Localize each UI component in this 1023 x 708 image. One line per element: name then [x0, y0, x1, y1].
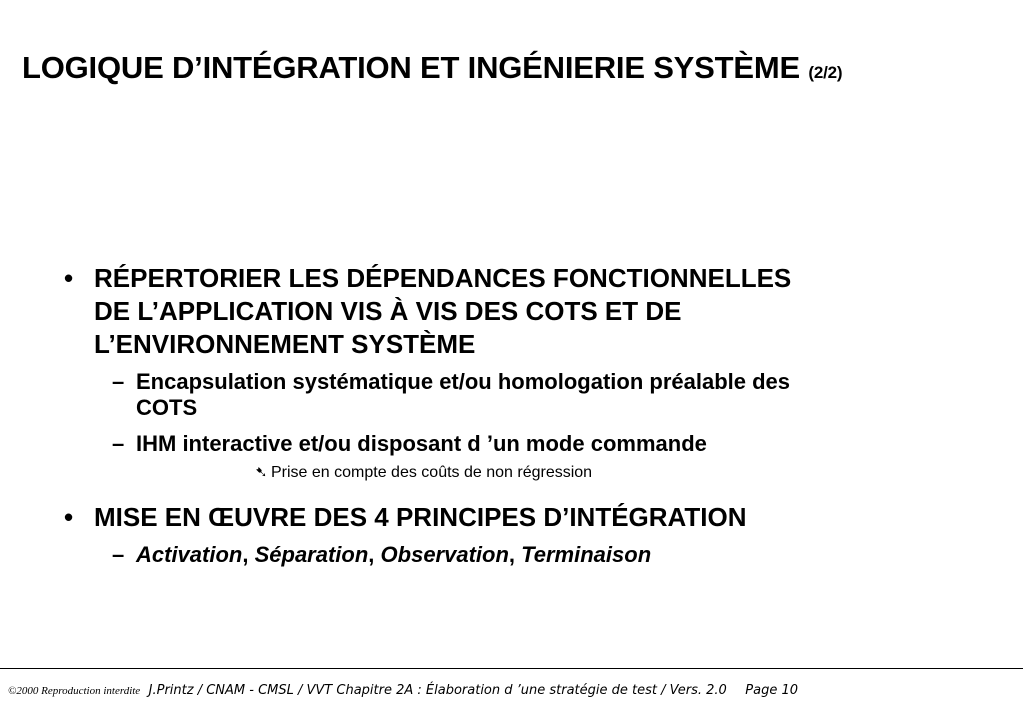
hand-pointing-arrow-icon: ➷	[255, 464, 268, 481]
footer-divider	[0, 668, 1023, 669]
bullet-text-line: RÉPERTORIER LES DÉPENDANCES FONCTIONNELLES	[94, 263, 792, 293]
slide-title-text: LOGIQUE D’INTÉGRATION ET INGÉNIERIE SYSTÈME	[22, 50, 800, 85]
footer-copyright: ©2000 Reproduction interdite	[8, 685, 141, 697]
bullet-item-principles	[58, 501, 978, 534]
subitem-text-line: COTS	[136, 395, 198, 420]
bullet-marker: •	[64, 502, 74, 532]
subitem-ihm	[58, 431, 978, 457]
bullet-item-dependencies	[58, 262, 978, 361]
slide-title-suffix: (2/2)	[808, 63, 843, 82]
bullet-marker: •	[64, 263, 74, 293]
dash-marker: –	[112, 431, 125, 456]
separator: ,	[508, 542, 522, 567]
subitem-text: IHM interactive et/ou disposant d ’un mode commande	[136, 431, 707, 456]
subitem-encapsulation	[58, 369, 978, 421]
subitem-principles-list	[58, 542, 978, 568]
principle-activation: Activation	[136, 542, 243, 567]
principle-terminaison: Terminaison	[521, 542, 652, 567]
principle-observation: Observation	[380, 542, 509, 567]
slide-title	[22, 50, 842, 86]
bullet-text-line: DE L’APPLICATION VIS À VIS DES COTS ET DE	[94, 296, 682, 326]
principle-separation: Séparation	[254, 542, 369, 567]
dash-marker: –	[112, 369, 125, 394]
footer-page-number: Page 10	[745, 683, 799, 698]
note-regression-cost	[58, 463, 978, 483]
bullet-text-line: L’ENVIRONNEMENT SYSTÈME	[94, 329, 476, 359]
slide-content	[58, 262, 978, 568]
slide-footer	[8, 681, 798, 699]
bullet-text: MISE EN ŒUVRE DES 4 PRINCIPES D’INTÉGRATION	[94, 502, 747, 532]
separator: ,	[368, 542, 381, 567]
note-text: Prise en compte des coûts de non régression	[271, 464, 593, 481]
dash-marker: –	[112, 542, 125, 567]
separator: ,	[242, 542, 255, 567]
footer-info: J.Printz / CNAM - CMSL / VVT Chapitre 2A : Élaboration d ’une stratégie de test / Vers. 2.0	[148, 683, 727, 698]
subitem-text-line: Encapsulation systématique et/ou homologation préalable des	[136, 369, 791, 394]
principles-line	[136, 542, 978, 568]
